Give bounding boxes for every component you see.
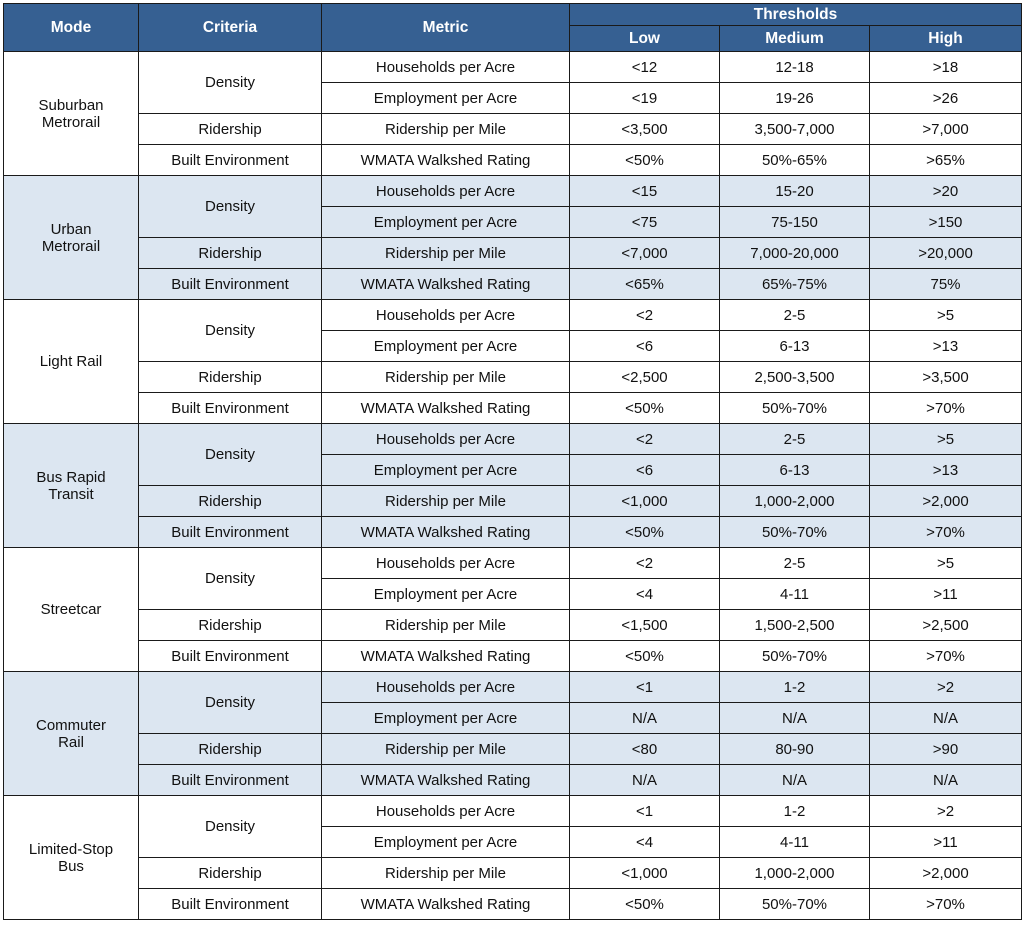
metric-cell: Employment per Acre (322, 579, 570, 610)
low-cell: <7,000 (570, 238, 720, 269)
criteria-cell: Ridership (139, 610, 322, 641)
criteria-cell: Density (139, 672, 322, 734)
medium-cell: 7,000-20,000 (720, 238, 870, 269)
medium-cell: 75-150 (720, 207, 870, 238)
mode-cell: Streetcar (4, 548, 139, 672)
metric-cell: Employment per Acre (322, 83, 570, 114)
criteria-cell: Ridership (139, 734, 322, 765)
metric-cell: Ridership per Mile (322, 486, 570, 517)
high-cell: >2,000 (870, 858, 1022, 889)
table-row (4, 641, 1022, 672)
table-row (4, 765, 1022, 796)
metric-cell: Employment per Acre (322, 331, 570, 362)
metric-cell: WMATA Walkshed Rating (322, 393, 570, 424)
table-row (4, 362, 1022, 393)
low-cell: <4 (570, 827, 720, 858)
medium-cell: N/A (720, 765, 870, 796)
criteria-cell: Built Environment (139, 765, 322, 796)
mode-cell: Suburban Metrorail (4, 52, 139, 176)
high-cell: >20,000 (870, 238, 1022, 269)
high-cell: 75% (870, 269, 1022, 300)
low-cell: <65% (570, 269, 720, 300)
high-cell: >2,000 (870, 486, 1022, 517)
criteria-cell: Density (139, 52, 322, 114)
low-cell: <6 (570, 455, 720, 486)
criteria-cell: Built Environment (139, 517, 322, 548)
low-cell: <2 (570, 424, 720, 455)
metric-cell: WMATA Walkshed Rating (322, 641, 570, 672)
criteria-cell: Built Environment (139, 641, 322, 672)
metric-cell: WMATA Walkshed Rating (322, 517, 570, 548)
medium-cell: 50%-70% (720, 641, 870, 672)
medium-cell: 12-18 (720, 52, 870, 83)
low-cell: <2 (570, 300, 720, 331)
table-row (4, 145, 1022, 176)
low-cell: <50% (570, 393, 720, 424)
low-cell: <1,000 (570, 486, 720, 517)
high-cell: >150 (870, 207, 1022, 238)
high-cell: >90 (870, 734, 1022, 765)
high-cell: >70% (870, 641, 1022, 672)
criteria-cell: Ridership (139, 858, 322, 889)
medium-cell: 2-5 (720, 548, 870, 579)
high-cell: N/A (870, 703, 1022, 734)
high-cell: >3,500 (870, 362, 1022, 393)
header-metric: Metric (322, 4, 570, 52)
header-medium: Medium (720, 26, 870, 52)
table-row (4, 734, 1022, 765)
medium-cell: 50%-70% (720, 393, 870, 424)
medium-cell: 2,500-3,500 (720, 362, 870, 393)
high-cell: >2,500 (870, 610, 1022, 641)
high-cell: >20 (870, 176, 1022, 207)
high-cell: >11 (870, 827, 1022, 858)
low-cell: <2 (570, 548, 720, 579)
high-cell: >65% (870, 145, 1022, 176)
low-cell: <2,500 (570, 362, 720, 393)
low-cell: <1,000 (570, 858, 720, 889)
metric-cell: Employment per Acre (322, 827, 570, 858)
high-cell: >70% (870, 517, 1022, 548)
header-low: Low (570, 26, 720, 52)
medium-cell: 1-2 (720, 796, 870, 827)
medium-cell: 50%-70% (720, 889, 870, 920)
low-cell: <75 (570, 207, 720, 238)
table-row (4, 424, 1022, 455)
criteria-cell: Built Environment (139, 889, 322, 920)
medium-cell: 15-20 (720, 176, 870, 207)
low-cell: <80 (570, 734, 720, 765)
medium-cell: 1-2 (720, 672, 870, 703)
header-criteria: Criteria (139, 4, 322, 52)
low-cell: <50% (570, 145, 720, 176)
medium-cell: 1,500-2,500 (720, 610, 870, 641)
medium-cell: 50%-70% (720, 517, 870, 548)
high-cell: >13 (870, 331, 1022, 362)
metric-cell: Households per Acre (322, 548, 570, 579)
low-cell: <3,500 (570, 114, 720, 145)
low-cell: <15 (570, 176, 720, 207)
medium-cell: 4-11 (720, 827, 870, 858)
table-row (4, 517, 1022, 548)
metric-cell: Ridership per Mile (322, 362, 570, 393)
medium-cell: 50%-65% (720, 145, 870, 176)
high-cell: >26 (870, 83, 1022, 114)
medium-cell: 6-13 (720, 455, 870, 486)
medium-cell: 19-26 (720, 83, 870, 114)
metric-cell: Employment per Acre (322, 455, 570, 486)
table-row (4, 114, 1022, 145)
table-row (4, 269, 1022, 300)
metric-cell: Households per Acre (322, 424, 570, 455)
low-cell: <50% (570, 889, 720, 920)
table-row (4, 796, 1022, 827)
criteria-cell: Built Environment (139, 269, 322, 300)
high-cell: >70% (870, 889, 1022, 920)
low-cell: N/A (570, 765, 720, 796)
mode-cell: Light Rail (4, 300, 139, 424)
medium-cell: 1,000-2,000 (720, 858, 870, 889)
high-cell: >2 (870, 796, 1022, 827)
table-row (4, 176, 1022, 207)
table-row (4, 486, 1022, 517)
table-row (4, 610, 1022, 641)
low-cell: <50% (570, 641, 720, 672)
thresholds-table (3, 3, 1022, 920)
criteria-cell: Built Environment (139, 145, 322, 176)
metric-cell: Ridership per Mile (322, 114, 570, 145)
medium-cell: 2-5 (720, 300, 870, 331)
medium-cell: 65%-75% (720, 269, 870, 300)
table-row (4, 300, 1022, 331)
metric-cell: Employment per Acre (322, 207, 570, 238)
high-cell: >2 (870, 672, 1022, 703)
metric-cell: Households per Acre (322, 796, 570, 827)
table-row (4, 393, 1022, 424)
table-row (4, 672, 1022, 703)
metric-cell: WMATA Walkshed Rating (322, 889, 570, 920)
high-cell: >7,000 (870, 114, 1022, 145)
high-cell: N/A (870, 765, 1022, 796)
medium-cell: 80-90 (720, 734, 870, 765)
criteria-cell: Ridership (139, 362, 322, 393)
medium-cell: 1,000-2,000 (720, 486, 870, 517)
criteria-cell: Density (139, 424, 322, 486)
low-cell: <19 (570, 83, 720, 114)
mode-cell: Commuter Rail (4, 672, 139, 796)
metric-cell: WMATA Walkshed Rating (322, 145, 570, 176)
metric-cell: Households per Acre (322, 176, 570, 207)
low-cell: N/A (570, 703, 720, 734)
low-cell: <1 (570, 796, 720, 827)
low-cell: <50% (570, 517, 720, 548)
mode-cell: Limited-Stop Bus (4, 796, 139, 920)
header-thresholds: Thresholds (570, 4, 1022, 26)
header-mode: Mode (4, 4, 139, 52)
metric-cell: Ridership per Mile (322, 734, 570, 765)
high-cell: >5 (870, 424, 1022, 455)
high-cell: >13 (870, 455, 1022, 486)
medium-cell: 3,500-7,000 (720, 114, 870, 145)
criteria-cell: Built Environment (139, 393, 322, 424)
table-row (4, 548, 1022, 579)
low-cell: <6 (570, 331, 720, 362)
criteria-cell: Density (139, 796, 322, 858)
mode-cell: Urban Metrorail (4, 176, 139, 300)
medium-cell: 4-11 (720, 579, 870, 610)
metric-cell: Households per Acre (322, 300, 570, 331)
criteria-cell: Density (139, 176, 322, 238)
medium-cell: 6-13 (720, 331, 870, 362)
metric-cell: Ridership per Mile (322, 238, 570, 269)
low-cell: <4 (570, 579, 720, 610)
mode-cell: Bus Rapid Transit (4, 424, 139, 548)
medium-cell: 2-5 (720, 424, 870, 455)
metric-cell: Households per Acre (322, 52, 570, 83)
header-high: High (870, 26, 1022, 52)
criteria-cell: Density (139, 300, 322, 362)
high-cell: >11 (870, 579, 1022, 610)
criteria-cell: Ridership (139, 238, 322, 269)
table-row (4, 889, 1022, 920)
low-cell: <1,500 (570, 610, 720, 641)
table-row (4, 238, 1022, 269)
metric-cell: Employment per Acre (322, 703, 570, 734)
table-body (4, 52, 1022, 920)
high-cell: >5 (870, 548, 1022, 579)
medium-cell: N/A (720, 703, 870, 734)
low-cell: <12 (570, 52, 720, 83)
metric-cell: WMATA Walkshed Rating (322, 269, 570, 300)
table-row (4, 52, 1022, 83)
metric-cell: Households per Acre (322, 672, 570, 703)
metric-cell: Ridership per Mile (322, 858, 570, 889)
criteria-cell: Density (139, 548, 322, 610)
high-cell: >18 (870, 52, 1022, 83)
criteria-cell: Ridership (139, 486, 322, 517)
metric-cell: WMATA Walkshed Rating (322, 765, 570, 796)
high-cell: >5 (870, 300, 1022, 331)
metric-cell: Ridership per Mile (322, 610, 570, 641)
table-row (4, 858, 1022, 889)
high-cell: >70% (870, 393, 1022, 424)
low-cell: <1 (570, 672, 720, 703)
criteria-cell: Ridership (139, 114, 322, 145)
